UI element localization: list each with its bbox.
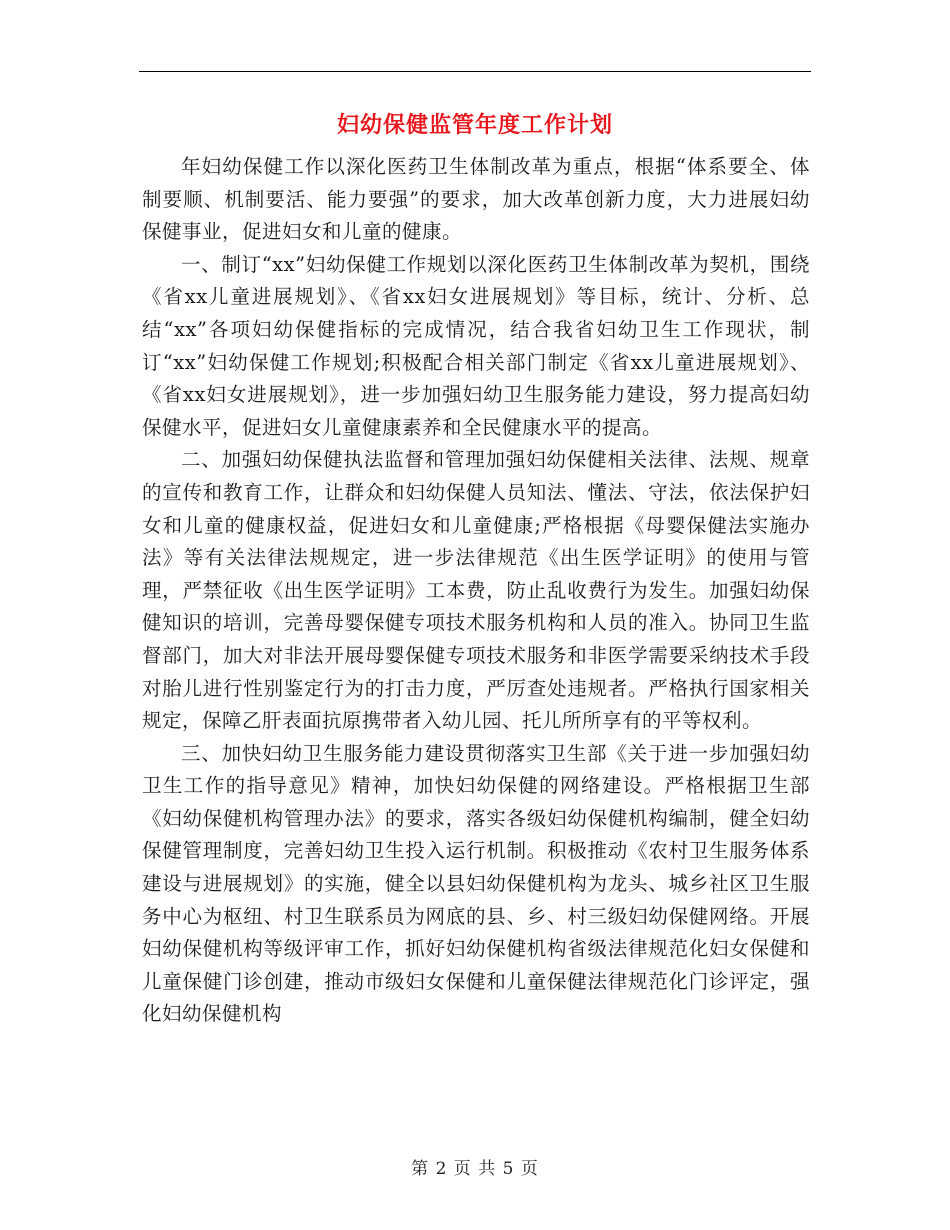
document-body [142,151,810,1031]
section-2-paragraph: 二、加强妇幼保健执法监督和管理加强妇幼保健相关法律、法规、规章的宣传和教育工作，让群众和妇幼保健人员知法、懂法、守法，依法保护妇女和儿童的健康权益，促进妇女和儿童健康;严格根据《母婴保健法实施办法》等有关法律法规规定，进一步法律规范《出生医学证明》的使用与管理，严禁征收《出生医学证明》工本费，防止乱收费行为发生。加强妇幼保健知识的培训，完善母婴保健专项技术服务机构和人员的准入。协同卫生监督部门，加大对非法开展母婴保健专项技术服务和非医学需要采纳技术手段对胎儿进行性别鉴定行为的打击力度，严厉查处违规者。严格执行国家相关规定，保障乙肝表面抗原携带者入幼儿园、托儿所所享有的平等权利。 [142,448,810,733]
intro-paragraph: 年妇幼保健工作以深化医药卫生体制改革为重点，根据“体系要全、体制要顺、机制要活、能力要强”的要求，加大改革创新力度，大力进展妇幼保健事业，促进妇女和儿童的健康。 [142,155,810,244]
section-3-paragraph: 三、加快妇幼卫生服务能力建设贯彻落实卫生部《关于进一步加强妇幼卫生工作的指导意见》精神，加快妇幼保健的网络建设。严格根据卫生部《妇幼保健机构管理办法》的要求，落实各级妇幼保健机构编制，健全妇幼保健管理制度，完善妇幼卫生投入运行机制。积极推动《农村卫生服务体系建设与进展规划》的实施，健全以县妇幼保健机构为龙头、城乡社区卫生服务中心为枢纽、村卫生联系员为网底的县、乡、村三级妇幼保健网络。开展妇幼保健机构等级评审工作，抓好妇幼保健机构省级法律规范化妇女保健和儿童保健门诊创建，推动市级妇女保健和儿童保健法律规范化门诊评定，强化妇幼保健机构 [142,741,810,1026]
header-rule [139,71,811,72]
page-number: 第 2 页 共 5 页 [411,1159,539,1179]
document-title: 妇幼保健监管年度工作计划 [336,112,613,138]
section-1-paragraph: 一、制订“xx”妇幼保健工作规划以深化医药卫生体制改革为契机，围绕《省xx儿童进展规划》、《省xx妇女进展规划》等目标，统计、分析、总结“xx”各项妇幼保健指标的完成情况，结合我省妇幼卫生工作现状，制订“xx”妇幼保健工作规划;积极配合相关部门制定《省xx儿童进展规划》、《省xx妇女进展规划》，进一步加强妇幼卫生服务能力建设，努力提高妇幼保健水平，促进妇女儿童健康素养和全民健康水平的提高。 [142,252,810,439]
